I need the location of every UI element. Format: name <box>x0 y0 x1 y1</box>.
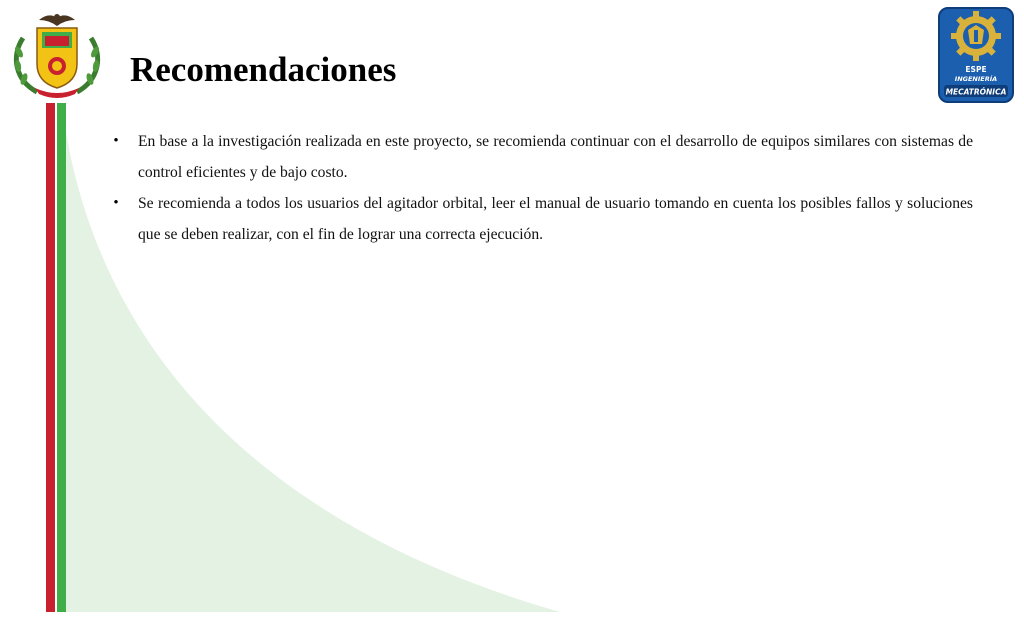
university-crest-icon <box>9 8 105 98</box>
list-item <box>107 188 973 250</box>
logo-line-3: MECATRÓNICA <box>945 87 1007 97</box>
list-item-text: Se recomienda a todos los usuarios del agitador orbital, leer el manual de usuario tomando en cuenta los posibles fallos y soluciones que se deben realizar, con el fin de lograr una correcta ejecución. <box>138 195 973 243</box>
bullet-icon: • <box>113 133 119 149</box>
bullet-icon: • <box>113 195 119 211</box>
red-stripe <box>46 103 55 612</box>
list-item-text: En base a la investigación realizada en este proyecto, se recomienda continuar con el desarrollo de equipos similares con sistemas de control eficientes y de bajo costo. <box>138 133 973 181</box>
espe-mecatronica-logo-icon <box>936 6 1016 104</box>
green-stripe <box>57 103 66 612</box>
logo-line-1: ESPE <box>965 65 987 74</box>
page-title: Recomendaciones <box>130 50 397 89</box>
list-item <box>107 126 973 188</box>
recommendations-list <box>107 126 973 250</box>
logo-line-2: INGENIERÍA <box>954 75 998 83</box>
